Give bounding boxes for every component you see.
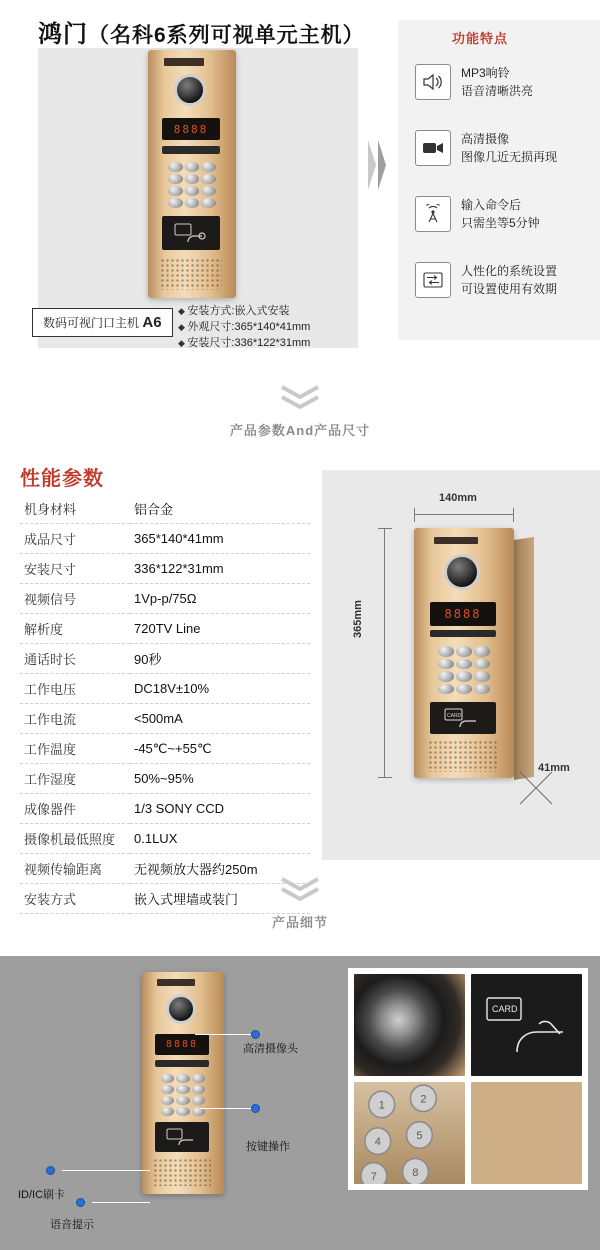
table-row <box>20 554 310 584</box>
height-label: 365mm <box>352 600 364 638</box>
dimension-diagram <box>322 470 600 860</box>
key-3 <box>474 646 490 657</box>
callout-dot-voice <box>76 1198 85 1207</box>
hero-spec-2: ◆ 安装尺寸:336*122*31mm <box>178 335 310 351</box>
spec-value: 1/3 SONY CCD <box>130 794 310 824</box>
photo-camera <box>354 974 465 1076</box>
spec-value: 50%~95% <box>130 764 310 794</box>
device-logo <box>164 58 204 66</box>
feature-title: 功能特点 <box>452 31 509 46</box>
page-title <box>38 14 365 49</box>
key-3 <box>192 1074 205 1083</box>
key-1 <box>438 646 454 657</box>
camera-lens <box>444 554 480 590</box>
spec-value: 0.1LUX <box>130 824 310 854</box>
keypad <box>438 646 490 694</box>
spec-key: 视频信号 <box>20 584 130 614</box>
svg-text:1: 1 <box>378 1099 385 1112</box>
key-7 <box>161 1096 174 1105</box>
corner-cross-mark <box>518 770 554 806</box>
spec-value: 1Vp-p/75Ω <box>130 584 310 614</box>
camera-lens <box>174 74 206 106</box>
hand-card-icon <box>174 222 208 244</box>
key-5 <box>456 659 472 670</box>
spec-value: -45℃~+55℃ <box>130 734 310 764</box>
key-hash <box>474 684 490 695</box>
key-6 <box>474 659 490 670</box>
key-4 <box>161 1085 174 1094</box>
height-tick-bottom <box>378 777 392 778</box>
width-label: 140mm <box>439 492 477 504</box>
photo-card-label: CARD <box>491 1004 518 1014</box>
table-row <box>20 794 310 824</box>
speaker-grille <box>160 258 222 290</box>
table-row <box>20 704 310 734</box>
key-star <box>438 684 454 695</box>
key-1 <box>161 1074 174 1083</box>
key-0 <box>185 198 200 208</box>
hand-card-icon <box>444 707 482 729</box>
callout-camera: 高清摄像头 <box>243 1043 298 1055</box>
feature-line2: 语音清晰洪亮 <box>461 84 534 98</box>
hero-spec-list <box>178 303 310 351</box>
spec-key: 成像器件 <box>20 794 130 824</box>
spec-value: 嵌入式埋墙或装门 <box>130 884 310 914</box>
camera-icon <box>415 130 451 166</box>
hand-card-icon <box>166 1127 198 1147</box>
specs-table <box>20 494 310 914</box>
feature-item-settings <box>415 262 595 312</box>
spec-key: 通话时长 <box>20 644 130 674</box>
width-dim-line <box>414 514 514 515</box>
device-front-hero <box>148 50 236 298</box>
feature-line2: 只需坐等5分钟 <box>461 216 540 230</box>
table-row <box>20 674 310 704</box>
key-9 <box>474 671 490 682</box>
key-hash <box>201 198 216 208</box>
table-row <box>20 494 310 524</box>
spec-key: 机身材料 <box>20 494 130 524</box>
keypad-photo-graphic <box>354 1082 465 1184</box>
table-row <box>20 644 310 674</box>
display-value: 8888 <box>173 122 209 136</box>
width-tick-left <box>414 508 415 522</box>
settings-icon <box>415 262 451 298</box>
keypad <box>168 162 216 208</box>
svg-text:4: 4 <box>374 1136 381 1149</box>
feature-line2: 图像几近无损再现 <box>461 150 558 164</box>
spec-key: 安装方式 <box>20 884 130 914</box>
key-6 <box>192 1085 205 1094</box>
display-value: 8888 <box>444 607 482 621</box>
brand-name: 鸿门 <box>38 21 88 48</box>
card-reader-area <box>430 702 496 734</box>
antenna-icon <box>415 196 451 232</box>
key-2 <box>456 646 472 657</box>
model-label <box>32 308 173 337</box>
height-tick-top <box>378 528 392 529</box>
svg-text:5: 5 <box>416 1129 423 1143</box>
feature-text <box>461 196 540 232</box>
divider-chevron-1 <box>0 384 600 410</box>
table-row <box>20 824 310 854</box>
spec-value: 铝合金 <box>130 494 310 524</box>
key-8 <box>176 1096 189 1105</box>
callout-line-voice <box>92 1202 150 1203</box>
feature-line1: 高清摄像 <box>461 132 510 146</box>
callout-dot-camera <box>251 1030 260 1039</box>
spec-key: 工作湿度 <box>20 764 130 794</box>
spec-value: 365*140*41mm <box>130 524 310 554</box>
card-reader-area <box>162 216 220 250</box>
specs-title: 性能参数 <box>20 468 104 490</box>
key-4 <box>168 174 183 184</box>
spec-value: 720TV Line <box>130 614 310 644</box>
feature-line2: 可设置使用有效期 <box>461 282 558 296</box>
spec-key: 工作电压 <box>20 674 130 704</box>
key-5 <box>185 174 200 184</box>
spec-value: 336*122*31mm <box>130 554 310 584</box>
chevron-down-icon <box>279 384 321 410</box>
feature-line1: MP3响铃 <box>461 66 510 80</box>
feature-text <box>461 130 557 166</box>
hero-spec-1: ◆ 外观尺寸:365*140*41mm <box>178 319 310 335</box>
spec-value: 90秒 <box>130 644 310 674</box>
key-8 <box>456 671 472 682</box>
feature-line1: 人性化的系统设置 <box>461 264 558 278</box>
device-logo <box>157 979 195 986</box>
speaker-grille <box>153 1158 211 1186</box>
microphone-strip <box>430 630 496 637</box>
speaker-icon <box>415 64 451 100</box>
table-row <box>20 524 310 554</box>
hero-section <box>0 0 600 365</box>
title-suffix: （名科6系列可视单元主机） <box>88 24 365 47</box>
detail-photo-grid <box>348 968 588 1190</box>
key-8 <box>185 186 200 196</box>
display-screen <box>155 1034 209 1055</box>
spec-value: 无视频放大器约250m <box>130 854 310 884</box>
divider-label-2: 产品细节 <box>271 915 328 930</box>
display-screen <box>430 602 496 626</box>
feature-item-mp3 <box>415 64 595 114</box>
spec-value: <500mA <box>130 704 310 734</box>
hand-card-icon <box>481 990 573 1060</box>
photo-keypad <box>354 1082 465 1184</box>
spec-value: DC18V±10% <box>130 674 310 704</box>
key-star <box>161 1107 174 1116</box>
table-row <box>20 614 310 644</box>
callout-keys: 按键操作 <box>246 1141 290 1153</box>
microphone-strip <box>162 146 220 154</box>
callout-card: ID/IC刷卡 <box>18 1189 66 1201</box>
photo-speaker <box>471 1082 582 1184</box>
callout-dot-card <box>46 1166 55 1175</box>
hero-spec-0: ◆ 安装方式:嵌入式安装 <box>178 303 310 319</box>
table-row <box>20 584 310 614</box>
table-row <box>20 734 310 764</box>
camera-lens <box>166 994 196 1024</box>
photo-card-reader <box>471 974 582 1076</box>
spec-key: 工作温度 <box>20 734 130 764</box>
spec-key: 成品尺寸 <box>20 524 130 554</box>
device-logo <box>434 537 478 544</box>
callout-voice: 语音提示 <box>50 1219 94 1231</box>
feature-text <box>461 64 533 100</box>
model-label-code: A6 <box>142 314 162 331</box>
key-2 <box>185 162 200 172</box>
key-7 <box>438 671 454 682</box>
keypad <box>161 1074 205 1116</box>
feature-item-camera <box>415 130 595 180</box>
feature-line1: 输入命令后 <box>461 198 522 212</box>
key-9 <box>201 186 216 196</box>
key-1 <box>168 162 183 172</box>
spec-key: 视频传输距离 <box>20 854 130 884</box>
svg-text:7: 7 <box>370 1170 377 1183</box>
key-9 <box>192 1096 205 1105</box>
key-6 <box>201 174 216 184</box>
callout-line-keys <box>200 1108 252 1109</box>
spec-key: 摄像机最低照度 <box>20 824 130 854</box>
key-4 <box>438 659 454 670</box>
key-3 <box>201 162 216 172</box>
key-star <box>168 198 183 208</box>
device-front-dimension <box>414 528 514 778</box>
callout-dot-keys <box>251 1104 260 1113</box>
display-value: 8888 <box>165 1039 199 1050</box>
key-2 <box>176 1074 189 1083</box>
display-screen <box>162 118 220 140</box>
key-0 <box>176 1107 189 1116</box>
svg-text:2: 2 <box>420 1093 427 1106</box>
speaker-grille <box>428 740 498 772</box>
model-label-prefix: 数码可视门口主机 <box>43 316 140 330</box>
key-7 <box>168 186 183 196</box>
height-dim-line <box>384 528 385 778</box>
width-tick-right <box>513 508 514 522</box>
depth-label: 41mm <box>538 762 570 774</box>
card-reader-area <box>155 1122 209 1152</box>
microphone-strip <box>155 1060 209 1067</box>
svg-text:8: 8 <box>412 1166 419 1179</box>
spec-key: 解析度 <box>20 614 130 644</box>
callout-line-card <box>62 1170 150 1171</box>
key-5 <box>176 1085 189 1094</box>
feature-item-command <box>415 196 595 246</box>
key-0 <box>456 684 472 695</box>
spec-key: 工作电流 <box>20 704 130 734</box>
device-side-face <box>514 537 534 780</box>
chevron-down-icon <box>279 876 321 902</box>
divider-label-1: 产品参数And产品尺寸 <box>229 423 371 438</box>
callout-line-camera <box>195 1034 253 1035</box>
device-front-detail <box>142 972 224 1194</box>
arrow-separator-icon <box>368 140 392 190</box>
feature-text <box>461 262 557 298</box>
divider-chevron-2 <box>0 876 600 902</box>
table-row <box>20 764 310 794</box>
spec-key: 安装尺寸 <box>20 554 130 584</box>
card-text: CARD <box>447 713 462 719</box>
